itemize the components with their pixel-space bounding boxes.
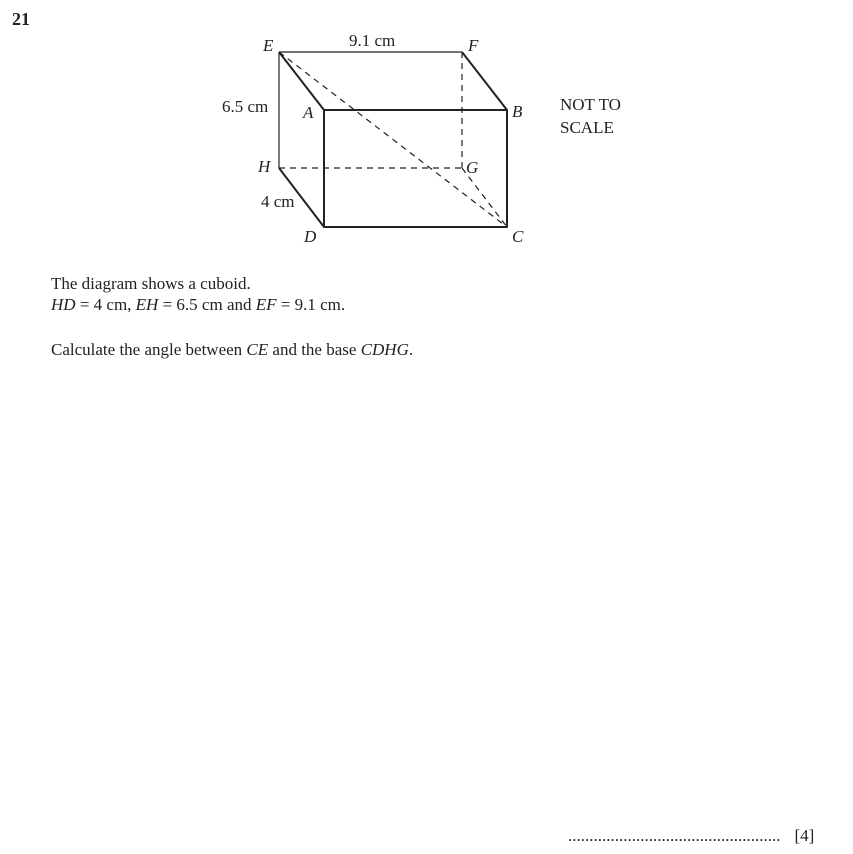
task-middle: and the base xyxy=(268,340,361,359)
eh-name: EH xyxy=(135,295,159,314)
task-line: CE xyxy=(246,340,269,359)
vertex-label-f: F xyxy=(468,36,479,55)
answer-area xyxy=(568,826,814,846)
answer-line[interactable]: .................................................. xyxy=(568,826,781,845)
vertex-label-d: D xyxy=(304,227,317,246)
task-prefix: Calculate the angle between xyxy=(51,340,247,359)
vertex-label-h: H xyxy=(258,157,271,176)
marks-label: [4] xyxy=(794,826,815,845)
eh-value: = 6.5 cm and xyxy=(158,295,256,314)
intro-text xyxy=(51,273,345,315)
vertex-label-c: C xyxy=(512,227,524,246)
vertex-label-e: E xyxy=(263,36,274,55)
task-text xyxy=(51,339,413,360)
not-to-scale-line-2: SCALE xyxy=(560,118,614,137)
vertex-label-a: A xyxy=(303,103,314,122)
dimension-eh: 6.5 cm xyxy=(222,97,269,116)
task-base: CDHG xyxy=(360,340,409,359)
ef-value: = 9.1 cm. xyxy=(276,295,346,314)
not-to-scale-line-1: NOT TO xyxy=(560,95,621,114)
vertex-label-g: G xyxy=(466,158,479,177)
vertex-label-b: B xyxy=(512,102,523,121)
dimension-hd: 4 cm xyxy=(261,192,295,211)
hd-name: HD xyxy=(51,295,76,314)
ef-name: EF xyxy=(255,295,277,314)
hd-value: = 4 cm, xyxy=(75,295,136,314)
dimension-ef: 9.1 cm xyxy=(349,31,396,50)
intro-line: The diagram shows a cuboid. xyxy=(51,274,251,293)
task-suffix: . xyxy=(408,340,414,359)
question-number: 21 xyxy=(12,9,30,29)
cuboid-diagram xyxy=(0,0,853,300)
edge-fb xyxy=(462,52,507,110)
diagonal-ec xyxy=(279,52,507,227)
